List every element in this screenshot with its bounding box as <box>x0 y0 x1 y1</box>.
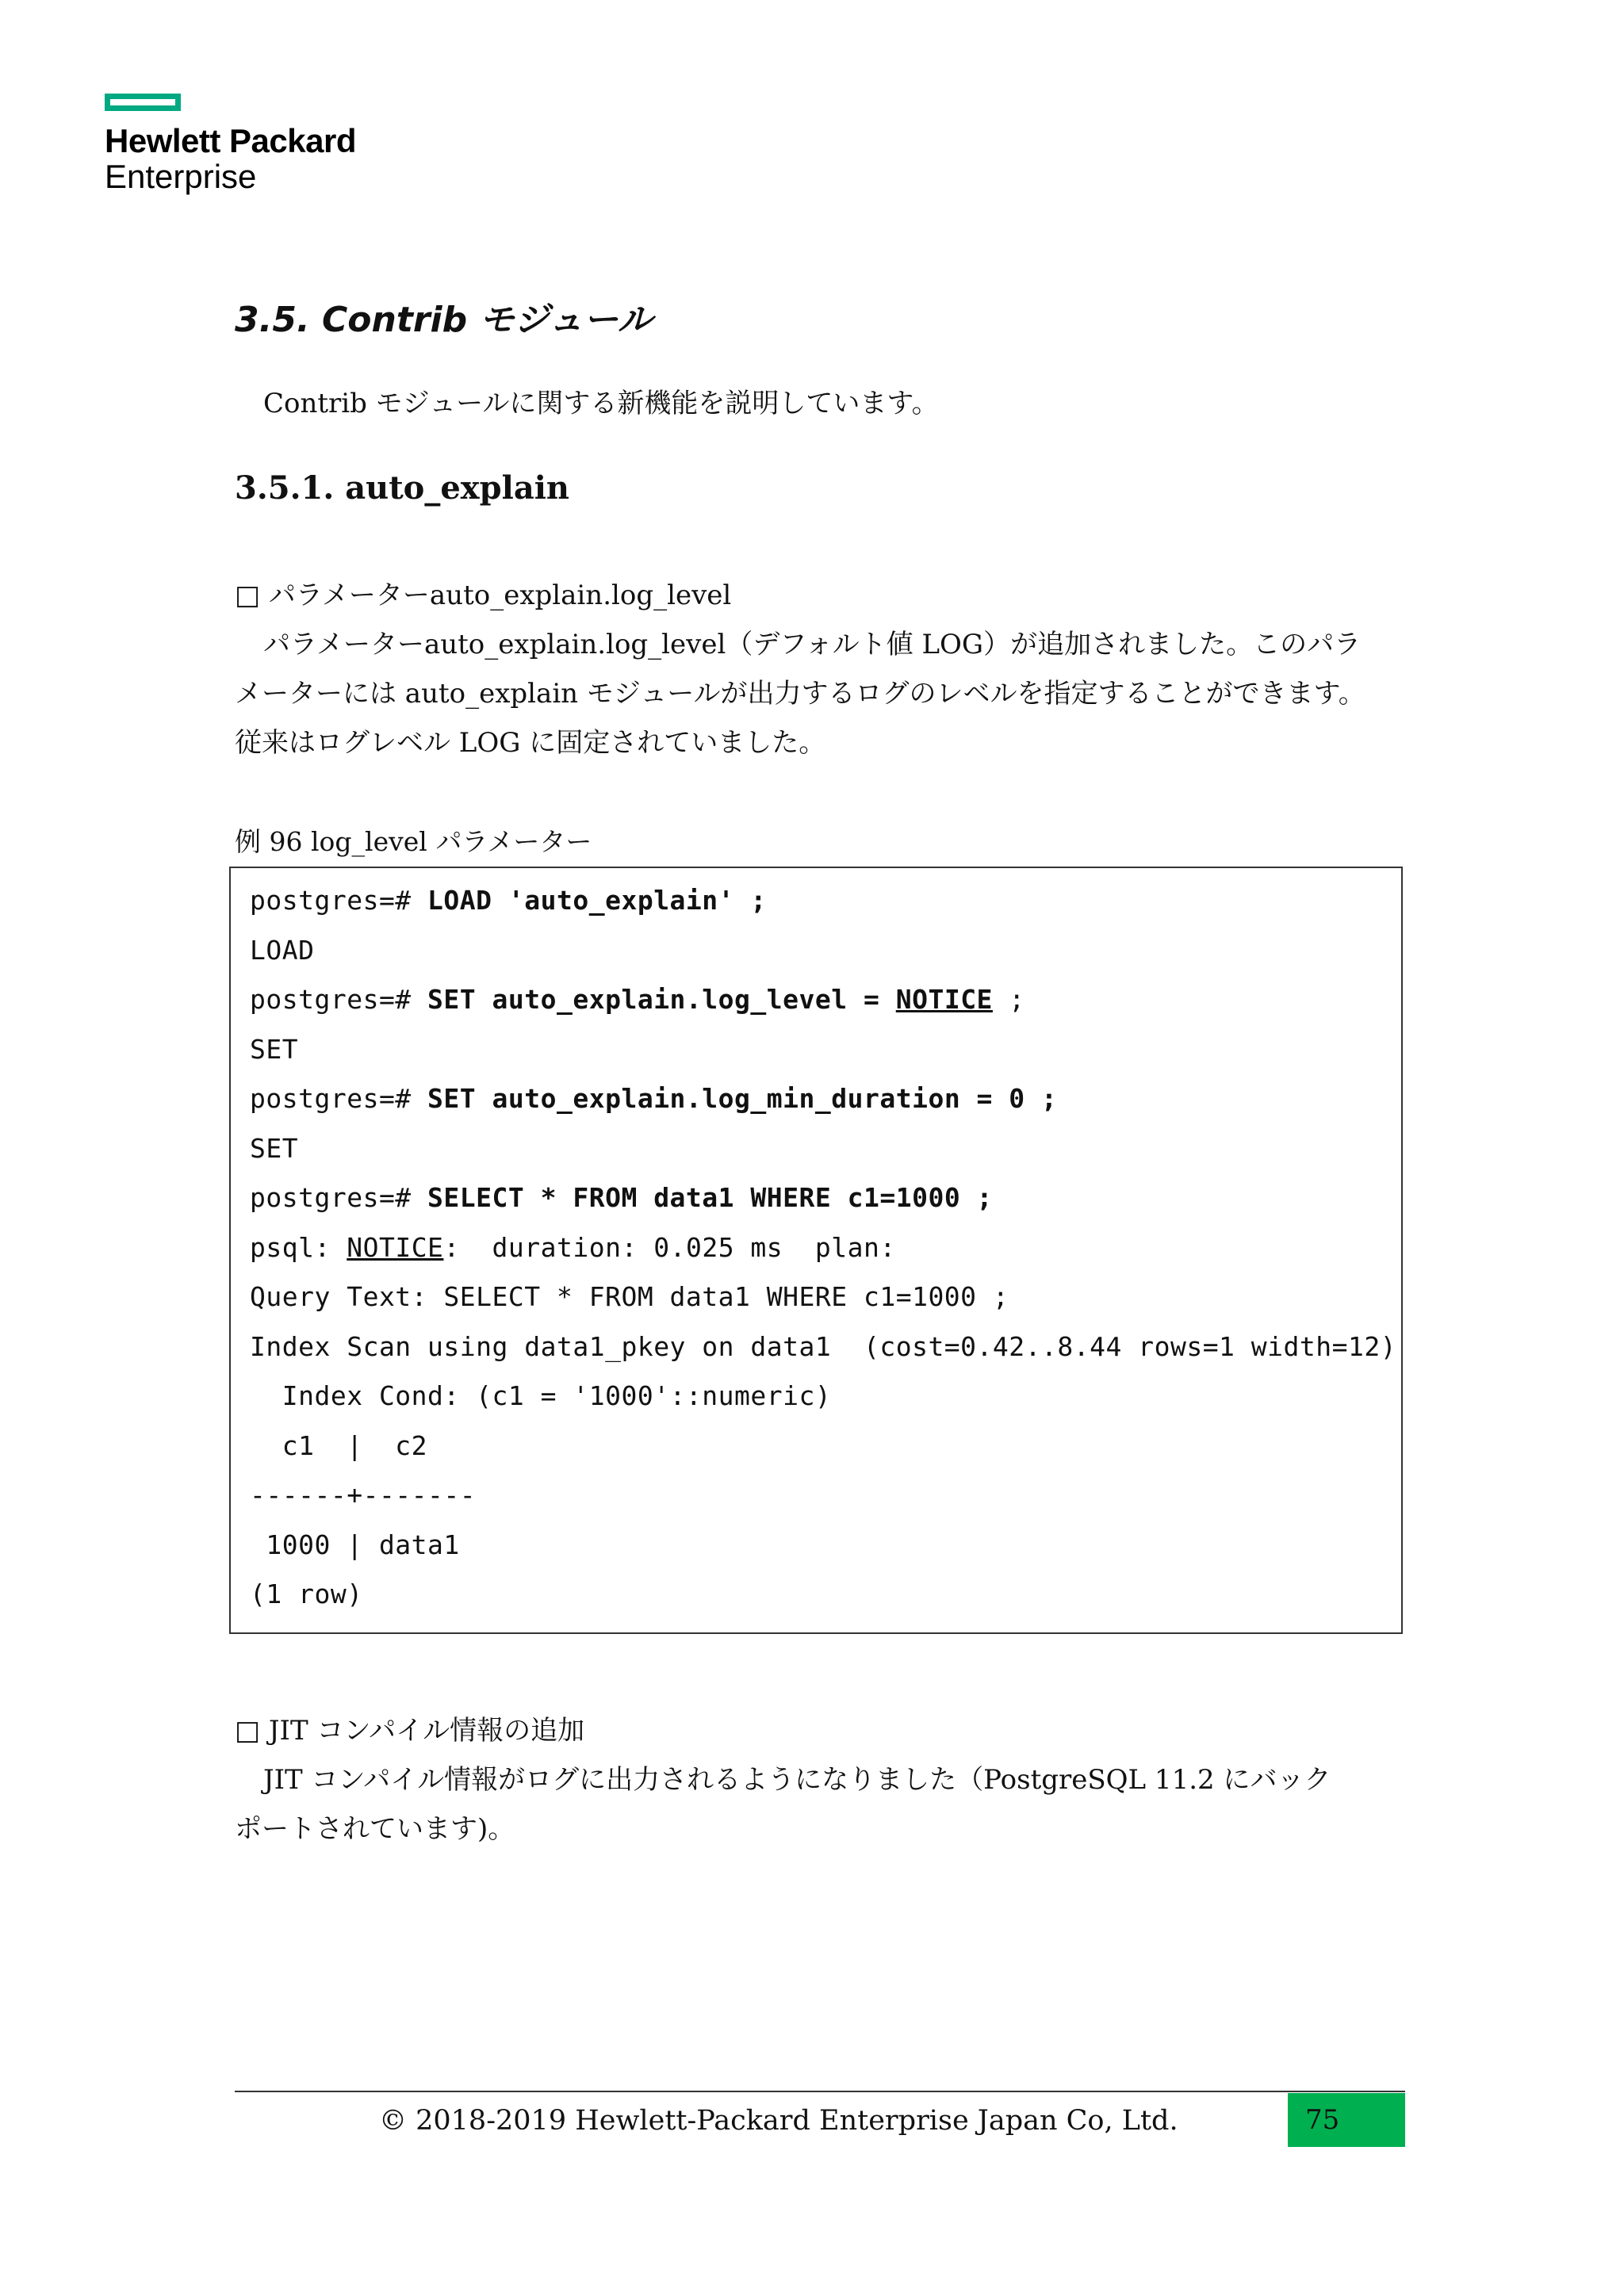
logo-text-line1: Hewlett Packard <box>105 122 356 159</box>
code-line: 1000 | data1 <box>250 1529 460 1560</box>
code-line <box>250 1074 1396 1124</box>
hpe-logo <box>105 94 356 195</box>
code-command-end: ; <box>992 984 1025 1015</box>
page-number: 75 <box>1288 2093 1405 2147</box>
section-intro: Contrib モジュールに関する新機能を説明しています。 <box>263 388 939 419</box>
example-caption: 例 96 log_level パラメーター <box>235 826 592 857</box>
code-line: Index Scan using data1_pkey on data1 (cost=0.42..8.44 rows=1 width=12) <box>250 1330 1397 1362</box>
section-title: 3.5. Contrib モジュール <box>235 300 653 340</box>
code-line <box>250 1173 1396 1223</box>
item1-line: メーターには auto_explain モジュールが出力するログのレベルを指定することができます。 <box>235 678 1365 710</box>
code-line: c1 | c2 <box>250 1429 428 1461</box>
logo-text-line2: Enterprise <box>105 158 257 195</box>
code-underlined-value: NOTICE <box>347 1231 444 1263</box>
code-command: LOAD 'auto_explain' ; <box>427 885 767 916</box>
code-line <box>250 1223 1396 1273</box>
logo-rectangle-icon <box>105 94 181 111</box>
code-command: SELECT * FROM data1 WHERE c1=1000 ; <box>427 1182 993 1213</box>
item2-heading: □ JIT コンパイル情報の追加 <box>235 1715 585 1747</box>
code-line: SET <box>250 1132 299 1164</box>
item1-line: 従来はログレベル LOG に固定されていました。 <box>235 727 826 759</box>
code-line <box>250 975 1396 1025</box>
code-prompt: postgres=# <box>250 984 428 1015</box>
code-line: SET <box>250 1033 299 1065</box>
code-line: ------+------- <box>250 1479 477 1510</box>
code-line: Index Cond: (c1 = '1000'::numeric) <box>250 1380 832 1411</box>
code-command: SET auto_explain.log_level = <box>427 984 896 1015</box>
item2-line: ポートされています)。 <box>235 1813 515 1845</box>
code-prompt: postgres=# <box>250 1182 428 1213</box>
code-prompt: postgres=# <box>250 1083 428 1114</box>
code-underlined-value: NOTICE <box>895 984 993 1015</box>
subsection-title: 3.5.1. auto_explain <box>235 469 570 507</box>
item1-line: パラメーターauto_explain.log_level（デフォルト値 LOG）が追加されました。このパラ <box>263 629 1362 660</box>
code-line <box>250 876 1396 926</box>
code-command: SET auto_explain.log_min_duration = 0 ; <box>427 1083 1058 1114</box>
code-text: : duration: 0.025 ms plan: <box>443 1231 896 1263</box>
code-line: Query Text: SELECT * FROM data1 WHERE c1=1000 ; <box>250 1281 1009 1312</box>
code-prompt: postgres=# <box>250 885 428 916</box>
item1-heading: □ パラメーターauto_explain.log_level <box>235 580 732 611</box>
code-line: (1 row) <box>250 1578 363 1609</box>
code-example-box <box>229 867 1403 1634</box>
code-line: LOAD <box>250 934 315 966</box>
footer-copyright: © 2018-2019 Hewlett-Packard Enterprise Japan Co, Ltd. <box>379 2105 1178 2137</box>
code-lines <box>250 876 1396 1620</box>
code-text: psql: <box>250 1231 347 1263</box>
item2-line: JIT コンパイル情報がログに出力されるようになりました（PostgreSQL 11.2 にバック <box>263 1764 1331 1796</box>
footer-divider <box>235 2091 1405 2092</box>
